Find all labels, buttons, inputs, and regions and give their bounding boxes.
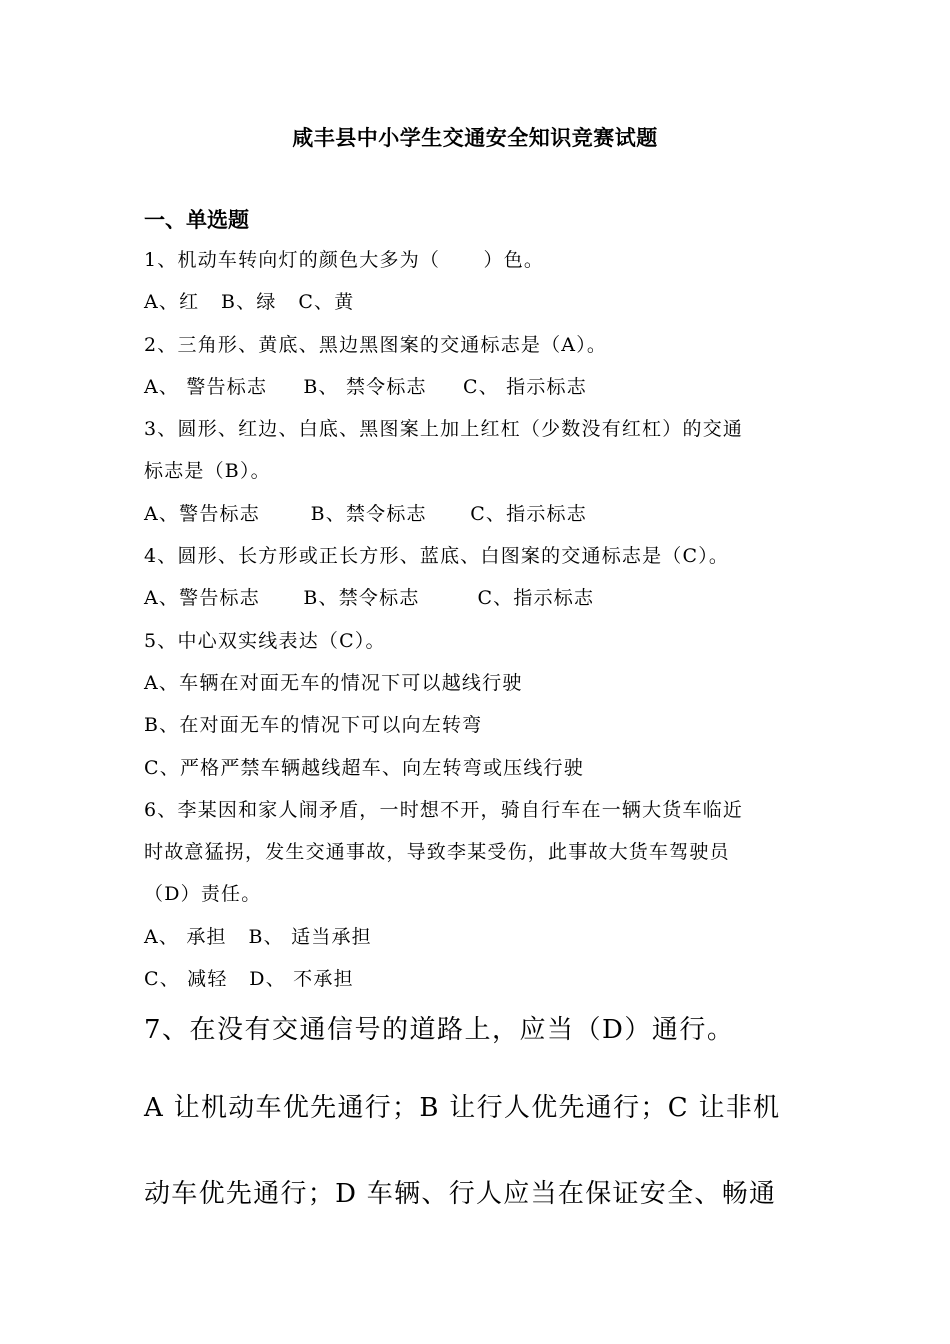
question-line: 5、中心双实线表达（C）。: [144, 629, 386, 652]
document-title: 咸丰县中小学生交通安全知识竞赛试题: [292, 126, 658, 150]
answer-option-line: B、在对面无车的情况下可以向左转弯: [144, 714, 483, 737]
question-line: 1、机动车转向灯的颜色大多为（ ）色。: [144, 249, 545, 271]
answer-options-line: A、 承担 B、 适当承担: [144, 925, 372, 948]
answer-option-line: A、车辆在对面无车的情况下可以越线行驶: [144, 671, 523, 694]
question-line: 6、李某因和家人闹矛盾，一时想不开，骑自行车在一辆大货车临近: [144, 798, 744, 821]
answer-options-line: A、 警告标志 B、 禁令标志 C、 指示标志: [144, 375, 587, 398]
question-line: 3、圆形、红边、白底、黑图案上加上红杠（少数没有红杠）的交通: [144, 418, 744, 441]
question-line: 2、三角形、黄底、黑边黑图案的交通标志是（A）。: [144, 333, 608, 356]
question-list: [144, 245, 814, 1006]
question-line: 标志是（B）。: [144, 460, 271, 483]
question-7-options-line-1: A 让机动车优先通行；B 让行人优先通行；C 让非机: [144, 1093, 781, 1123]
answer-options-line: C、 减轻 D、 不承担: [144, 968, 354, 991]
question-line: 4、圆形、长方形或正长方形、蓝底、白图案的交通标志是（C）。: [144, 545, 730, 568]
question-line: 时故意猛拐，发生交通事故，导致李某受伤，此事故大货车驾驶员: [144, 841, 730, 864]
answer-options-line: A、警告标志 B、禁令标志 C、指示标志: [144, 587, 595, 610]
question-line: （D）责任。: [144, 883, 262, 906]
answer-option-line: C、严格严禁车辆越线超车、向左转弯或压线行驶: [144, 756, 584, 779]
section-heading: 一、单选题: [144, 208, 249, 232]
question-7-options-line-2: 动车优先通行；D 车辆、行人应当在保证安全、畅通: [144, 1179, 777, 1209]
answer-options-line: A、红 B、绿 C、黄: [144, 291, 355, 314]
answer-options-line: A、警告标志 B、禁令标志 C、指示标志: [144, 502, 587, 525]
question-7: 7、在没有交通信号的道路上，应当（D）通行。: [144, 1015, 735, 1045]
